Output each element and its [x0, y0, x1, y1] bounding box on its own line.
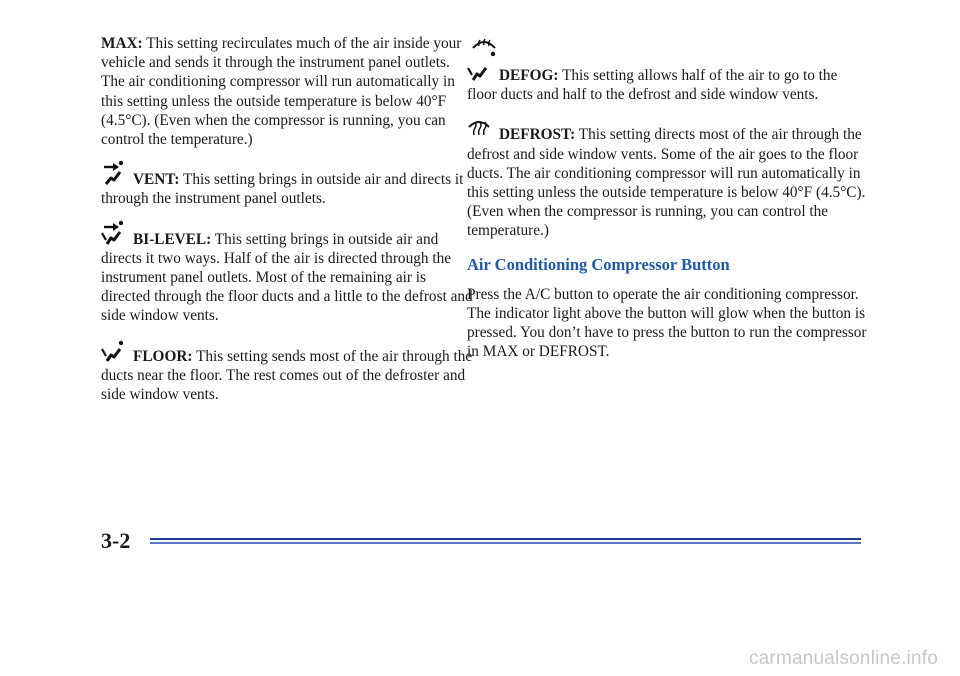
left-column [101, 34, 476, 415]
floor-setting-text: This setting sends most of the air through the ducts near the floor. The rest comes out of the defroster and side window vents. [101, 347, 473, 404]
section-heading: Air Conditioning Compressor Button [467, 254, 730, 274]
max-setting-paragraph [101, 34, 476, 149]
defrost-setting-term: DEFROST: [499, 126, 576, 144]
defog-setting-term: DEFOG: [499, 67, 559, 84]
floor-mode-icon [101, 337, 125, 363]
vent-setting-paragraph [101, 160, 476, 208]
defrost-mode-icon [467, 115, 491, 141]
vent-setting-term: VENT: [133, 171, 180, 189]
watermark: carmanualsonline.info [748, 648, 938, 669]
defog-setting-paragraph [467, 56, 867, 104]
bi-level-setting-text: This setting brings in outside air and directs it two ways. Half of the air is directed through the instrument panel outlets. Most of the remaining air is directed through the floor ducts and a little to the defrost and side window vents. [101, 230, 473, 325]
section-paragraph: Press the A/C button to operate the air conditioning compressor. The indicator light above the button will glow when the button is pressed. You don’t have to press the button to run the compressor in MAX or DEFROST. [467, 285, 867, 361]
page-footer [101, 528, 861, 558]
defog-windshield-icon [469, 34, 499, 58]
bi-level-mode-icon [101, 220, 125, 246]
footer-rule-secondary [150, 542, 861, 544]
bi-level-setting-paragraph [101, 220, 476, 326]
vent-mode-icon [101, 160, 125, 186]
max-setting-term: MAX: [101, 35, 143, 52]
floor-setting-paragraph [101, 337, 476, 405]
defrost-setting-paragraph [467, 115, 867, 240]
floor-setting-term: FLOOR: [133, 347, 193, 365]
max-setting-text: This setting recirculates much of the air inside your vehicle and sends it through the instrument panel outlets. The air conditioning compressor will run automatically in this setting unless the outside temperature is below 40°F (4.5°C). (Even when the compressor is running, you can control the temperature.) [101, 35, 462, 149]
defog-mode-icon [467, 56, 491, 82]
bi-level-setting-term: BI-LEVEL: [133, 230, 212, 248]
defog-setting-text: This setting allows half of the air to go to the floor ducts and half to the defrost and side window vents. [467, 67, 838, 104]
vent-setting-text: This setting brings in outside air and directs it through the instrument panel outlets. [101, 171, 464, 208]
right-column [467, 34, 867, 372]
footer-rule [150, 538, 861, 540]
page-number: 3-2 [101, 528, 131, 553]
defrost-setting-text: This setting directs most of the air through the defrost and side window vents. Some of the air goes to the floor ducts. The air conditioning compressor will run automatically in this setting unless the outside temperature is below 40°F (4.5°C). (Even when the compressor is running, you can control the temperature.) [467, 126, 866, 240]
